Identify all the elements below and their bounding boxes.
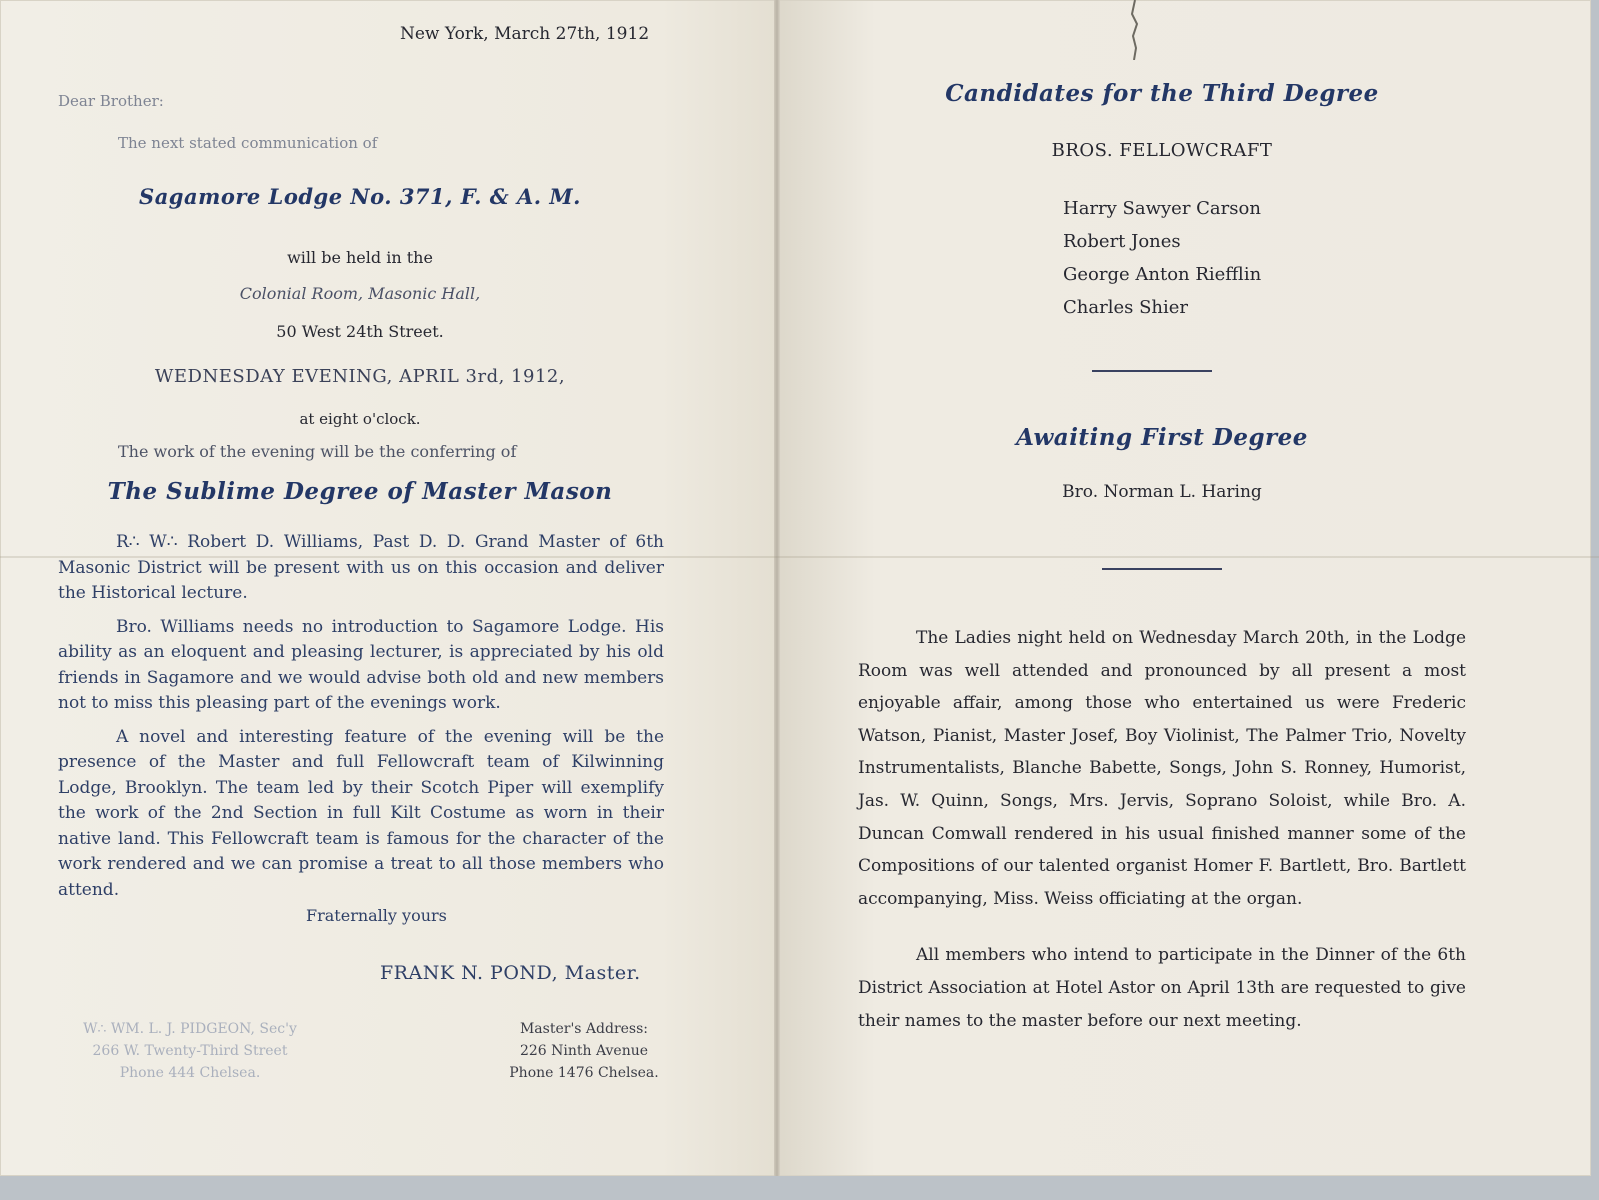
first-degree-heading: Awaiting First Degree	[1016, 424, 1308, 451]
divider-bottom	[1102, 568, 1222, 570]
master-address-label: Master's Address:	[519, 1021, 649, 1037]
lodge-name: Sagamore Lodge No. 371, F. & A. M.	[139, 184, 581, 209]
degree-title: The Sublime Degree of Master Mason	[107, 478, 613, 505]
secretary-name: W∴ WM. L. J. PIDGEON, Sec'y	[83, 1021, 297, 1037]
salutation: Dear Brother:	[58, 92, 164, 110]
held-in-line: will be held in the	[287, 248, 433, 267]
closing: Fraternally yours	[306, 906, 447, 925]
master-address-street: 226 Ninth Avenue	[519, 1043, 649, 1059]
secretary-phone: Phone 444 Chelsea.	[119, 1065, 261, 1081]
fellowcraft-heading: BROS. FELLOWCRAFT	[1051, 140, 1273, 161]
street-line: 50 West 24th Street.	[276, 322, 444, 341]
work-intro: The work of the evening will be the conferring of	[118, 442, 517, 461]
candidate-list	[1063, 192, 1261, 324]
paragraph-ladies-night: The Ladies night held on Wednesday March 20th, in the Lodge Room was well attended and pronounced by all present a most enjoyable affair, among those who entertained us were Frederic Watson, Pianist, Master Josef, Boy Violinist, The Palmer Trio, Novelty Instrumentalists, Blanche Babette, Songs, John S. Ronney, Humorist, Jas. W. Quinn, Songs, Mrs. Jervis, Soprano Soloist, while Bro. A. Duncan Comwall rendered in his usual finished manner some of the Compositions of our talented organist Homer F. Bartlett, Bro. Bartlett accompanying, Miss. Weiss officiating at the organ.	[858, 628, 1466, 909]
time-line: at eight o'clock.	[299, 410, 421, 428]
secretary-block	[40, 1018, 340, 1084]
paragraph-kilwinning: A novel and interesting feature of the evening will be the presence of the Master and full Fellowcraft team of Kilwinning Lodge, Brooklyn. The team led by their Scotch Piper will exemplify the work of the 2nd Section in full Kilt Costume as worn in their native land. This Fellowcraft team is famous for the character of the work rendered and we can promise a treat to all those members who attend.	[58, 726, 664, 900]
secretary-street: 266 W. Twenty-Third Street	[92, 1043, 288, 1059]
meeting-datetime: WEDNESDAY EVENING, APRIL 3rd, 1912,	[154, 366, 566, 387]
right-body	[858, 622, 1466, 1037]
left-body	[58, 530, 664, 903]
list-item: Harry Sawyer Carson	[1063, 198, 1261, 219]
paragraph-williams: Bro. Williams needs no introduction to Sagamore Lodge. His ability as an eloquent and pleasing lecturer, is appreciated by his old friends in Sagamore and we would advise both old and new members not to miss this pleasing part of the evenings work.	[58, 616, 664, 713]
list-item: George Anton Riefflin	[1063, 264, 1262, 285]
master-address-block	[494, 1018, 674, 1084]
center-fold	[774, 0, 780, 1176]
room-line: Colonial Room, Masonic Hall,	[239, 284, 481, 303]
third-degree-heading: Candidates for the Third Degree	[945, 80, 1379, 107]
list-item: Robert Jones	[1063, 231, 1181, 252]
paragraph-dinner: All members who intend to participate in the Dinner of the 6th District Association at Hotel Astor on April 13th are requested to give their names to the master before our next meeting.	[858, 945, 1466, 1031]
master-address-phone: Phone 1476 Chelsea.	[509, 1065, 659, 1081]
signature: FRANK N. POND, Master.	[380, 962, 641, 984]
divider-top	[1092, 370, 1212, 372]
list-item: Charles Shier	[1063, 297, 1189, 318]
intro-line: The next stated communication of	[118, 134, 378, 152]
letter-date: New York, March 27th, 1912	[400, 24, 650, 44]
paragraph-lecturer: R∴ W∴ Robert D. Williams, Past D. D. Grand Master of 6th Masonic District will be present with us on this occasion and deliver the Historical lecture.	[58, 532, 664, 603]
paper-tear-icon	[1128, 0, 1142, 60]
first-degree-candidate: Bro. Norman L. Haring	[1062, 482, 1262, 502]
